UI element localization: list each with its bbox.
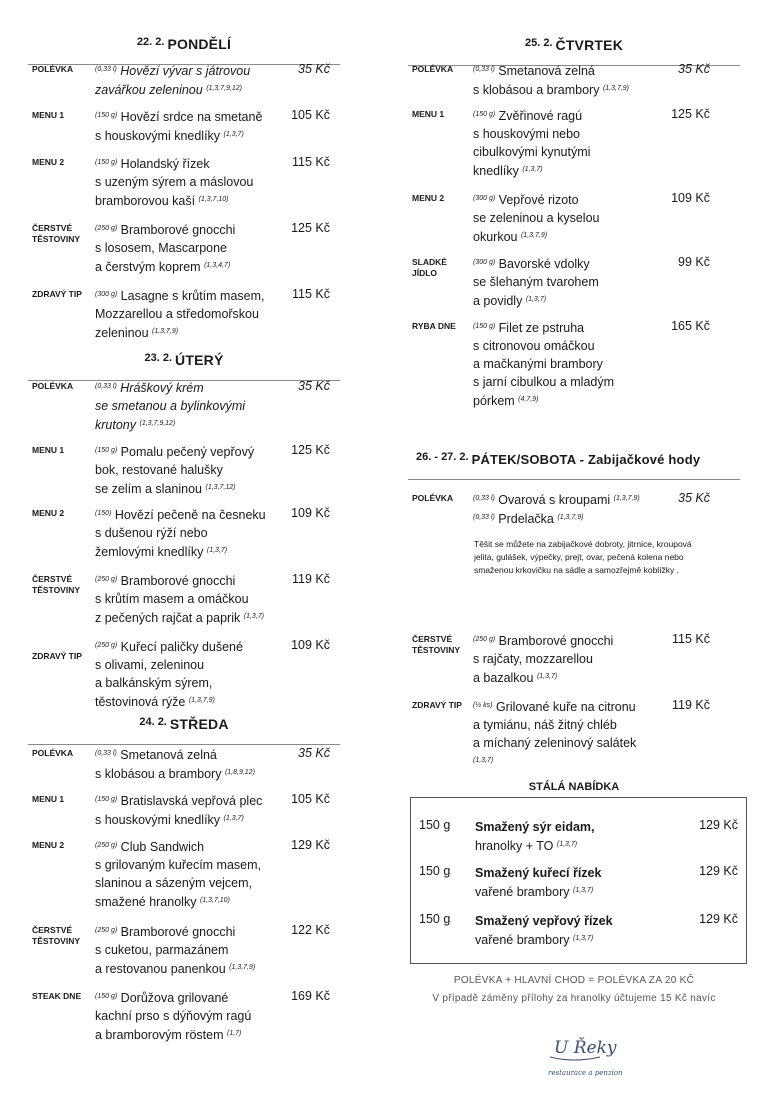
category-label: ČERSTVÉ TĚSTOVINY — [32, 223, 81, 244]
day-header — [28, 716, 340, 742]
quantity: 150 g — [419, 864, 451, 878]
dish-description: $^{(250 g)}$ Bramborové gnocchi s rajčaty, mozzarellou a bazalkou $^{(1,3,7)}$ — [473, 634, 614, 685]
day-name: PONDĚLÍ — [167, 36, 232, 52]
dish-description: $^{(150 g)}$ Hovězí srdce na smetaně s houskovými knedlíky $^{(1,3,7)}$ — [95, 110, 263, 143]
dish-description: Smažený kuřecí řízek vařené brambory $^{(1,3,7)}$ — [475, 866, 602, 899]
footer-soup-offer: POLÉVKA + HLAVNÍ CHOD = POLÉVKA ZA 20 KČ — [453, 975, 695, 986]
dish-description: $^{(0,33 l)}$ Smetanová zelná s klobásou a brambory $^{(1,3,7,9)}$ — [473, 64, 630, 97]
quantity: 150 g — [419, 818, 451, 832]
day-wednesday — [28, 716, 340, 745]
dish-description: $^{(150 g)}$ Bratislavská vepřová plec s houskovými knedlíky $^{(1,3,7)}$ — [95, 794, 263, 827]
dish-description: $^{(0,33 l)}$ Hráškový krém se smetanou a bylinkovými krutony $^{(1,3,7,9,12)}$ — [95, 381, 246, 432]
price: 99 Kč — [678, 255, 710, 269]
dish-description: $^{(\frac{1}{2} ks)}$ Grilované kuře na citronu a tymiánu, náš žitný chléb a míchaný zeleninový salátek $^{(1,3,7)}$ — [473, 700, 637, 764]
dish-description: $^{(150)}$ Hovězí pečeně na česneku s dušenou rýží nebo žemlovými knedlíky $^{(1,3,7)}$ — [95, 508, 266, 559]
day-date: 26. - 27. 2. — [416, 451, 469, 463]
day-name: STŘEDA — [169, 716, 229, 732]
price: 115 Kč — [672, 632, 710, 646]
dish-description: $^{(250 g)}$ Bramborové gnocchi s krůtím masem a omáčkou z pečených rajčat a paprik $^{(1,3,7)}$ — [95, 574, 264, 625]
day-date: 25. 2. — [524, 37, 553, 49]
day-friday-saturday — [408, 451, 740, 480]
price: 35 Kč — [298, 62, 330, 76]
category-label: MENU 1 — [412, 109, 445, 119]
dish-description: Smažený vepřový řízek vařené brambory $^{(1,3,7)}$ — [475, 914, 613, 947]
day-name: ČTVRTEK — [555, 37, 624, 53]
price: 129 Kč — [291, 838, 330, 852]
dish-description: $^{(250 g)}$ Club Sandwich s grilovaným kuřecím masem, slaninou a sázeným vejcem, smažené hranolky $^{(1,3,7,10)}$ — [95, 840, 262, 909]
category-label: POLÉVKA — [32, 381, 74, 391]
dish-description: $^{(300 g)}$ Bavorské vdolky se šlehaným tvarohem a povidly $^{(1,3,7)}$ — [473, 257, 599, 308]
price: 129 Kč — [699, 818, 738, 832]
day-tuesday — [28, 352, 340, 381]
price: 169 Kč — [291, 989, 330, 1003]
day-name: PÁTEK/SOBOTA - Zabijačkové hody — [471, 452, 701, 467]
price: 109 Kč — [671, 191, 710, 205]
price: 35 Kč — [298, 379, 330, 393]
category-label: ČERSTVÉ TĚSTOVINY — [412, 634, 461, 655]
day-header — [408, 451, 740, 477]
price: 105 Kč — [291, 108, 330, 122]
category-label: ZDRAVÝ TIP — [412, 700, 462, 710]
price: 122 Kč — [291, 923, 330, 937]
category-label: ČERSTVÉ TĚSTOVINY — [32, 574, 81, 595]
category-label: POLÉVKA — [412, 64, 454, 74]
dish-description: $^{(250 g)}$ Bramborové gnocchi s lososem, Mascarpone a čerstvým koprem $^{(1,3,4,7)}$ — [95, 223, 236, 274]
logo-icon — [514, 1025, 634, 1085]
dish-description: $^{(150 g)}$ Holandský řízek s uzeným sýrem a máslovou bramborovou kaší $^{(1,3,7,10)}$ — [95, 157, 254, 208]
price: 125 Kč — [291, 221, 330, 235]
day-header — [408, 37, 740, 63]
category-label: MENU 1 — [32, 794, 65, 804]
category-label: POLÉVKA — [412, 493, 454, 503]
day-date: 22. 2. — [136, 36, 165, 48]
day-header — [28, 352, 340, 378]
category-label: POLÉVKA — [32, 64, 74, 74]
svg-text:U Řeky: U Řeky — [554, 1038, 617, 1058]
day-header — [28, 36, 340, 62]
price: 129 Kč — [699, 864, 738, 878]
category-label: STEAK DNE — [32, 991, 82, 1001]
footer-side-dish-note: V případě záměny přílohy za hranolky účtujeme 15 Kč navíc — [432, 993, 716, 1004]
price: 119 Kč — [292, 572, 330, 586]
day-date: 24. 2. — [139, 716, 167, 728]
dish-description: $^{(300 g)}$ Lasagne s krůtím masem, Mozzarellou a středomořskou zeleninou $^{(1,3,7,9)}$ — [95, 289, 265, 340]
day-name: ÚTERÝ — [175, 352, 224, 368]
price: 35 Kč — [678, 491, 710, 505]
dish-description: $^{(0,33 l)}$ Smetanová zelná s klobásou a brambory $^{(1,8,9,12)}$ — [95, 748, 255, 781]
svg-text:restaurace a penzion: restaurace a penzion — [548, 1069, 623, 1077]
category-label: MENU 2 — [412, 193, 445, 203]
price: 125 Kč — [291, 443, 330, 457]
price: 109 Kč — [291, 506, 330, 520]
price: 115 Kč — [292, 155, 330, 169]
category-label: RYBA DNE — [412, 321, 456, 331]
restaurant-logo — [514, 1025, 634, 1085]
dish-description: Smažený sýr eidam, hranolky + TO $^{(1,3,7)}$ — [475, 820, 595, 853]
permanent-menu-box — [410, 797, 747, 964]
dish-description: $^{(150 g)}$ Pomalu pečený vepřový bok, restované halušky se zelím a slaninou $^{(1,3,7,12)}$ — [95, 445, 255, 496]
category-label: ZDRAVÝ TIP — [32, 651, 82, 661]
category-label: MENU 2 — [32, 840, 65, 850]
category-label: ZDRAVÝ TIP — [32, 289, 82, 299]
dish-description: $^{(0,33 l)}$ Ovarová s kroupami $^{(1,3,7,9)}$ $^{(0,33 l)}$ Prdelačka $^{(1,3,7,9)}$ — [473, 493, 640, 526]
category-label: MENU 1 — [32, 110, 65, 120]
dish-description: $^{(250 g)}$ Bramborové gnocchi s cuketou, parmazánem a restovanou panenkou $^{(1,3,7,9)}$ — [95, 925, 256, 976]
price: 115 Kč — [292, 287, 330, 301]
category-label: MENU 2 — [32, 508, 65, 518]
quantity: 150 g — [419, 912, 451, 926]
dish-description: $^{(150 g)}$ Dorůžova grilované kachní prso s dýňovým ragú a bramborovým röstem $^{(1,7)}$ — [95, 991, 252, 1042]
zabijacka-note: Těšit se můžete na zabijačkové dobroty, jitrnice, kroupová jelita, gulášek, výpečky, prejt, ovar, pečená kolena nebo smaženou krkovičku na sádle a samozřejmě koblížky . — [474, 539, 692, 575]
price: 105 Kč — [291, 792, 330, 806]
dish-description: $^{(300 g)}$ Vepřové rizoto se zeleninou a kyselou okurkou $^{(1,3,7,9)}$ — [473, 193, 600, 244]
price: 119 Kč — [672, 698, 710, 712]
price: 125 Kč — [671, 107, 710, 121]
price: 35 Kč — [298, 746, 330, 760]
category-label: SLADKÉ JÍDLO — [412, 257, 447, 278]
dish-description: $^{(250 g)}$ Kuřecí paličky dušené s olivami, zeleninou a balkánským sýrem, těstovinová rýže $^{(1,3,7,9)}$ — [95, 640, 243, 709]
day-date: 23. 2. — [144, 352, 173, 364]
price: 165 Kč — [671, 319, 710, 333]
dish-description: $^{(150 g)}$ Filet ze pstruha s citronovou omáčkou a mačkanými brambory s jarní cibulkou a mladým pórkem $^{(4,7,9)}$ — [473, 321, 615, 408]
category-label: POLÉVKA — [32, 748, 74, 758]
permanent-menu-title: STÁLÁ NABÍDKA — [528, 781, 620, 793]
category-label: MENU 1 — [32, 445, 65, 455]
dish-description: $^{(0,33 l)}$ Hovězí vývar s játrovou zavářkou zeleninou $^{(1,3,7,9,12)}$ — [95, 64, 251, 97]
price: 109 Kč — [291, 638, 330, 652]
dish-description: $^{(150 g)}$ Zvěřinové ragú s houskovými nebo cibulkovými kynutými knedlíky $^{(1,3,7)}$ — [473, 109, 591, 178]
price: 35 Kč — [678, 62, 710, 76]
category-label: ČERSTVÉ TĚSTOVINY — [32, 925, 81, 946]
divider — [408, 479, 740, 480]
price: 129 Kč — [699, 912, 738, 926]
category-label: MENU 2 — [32, 157, 65, 167]
